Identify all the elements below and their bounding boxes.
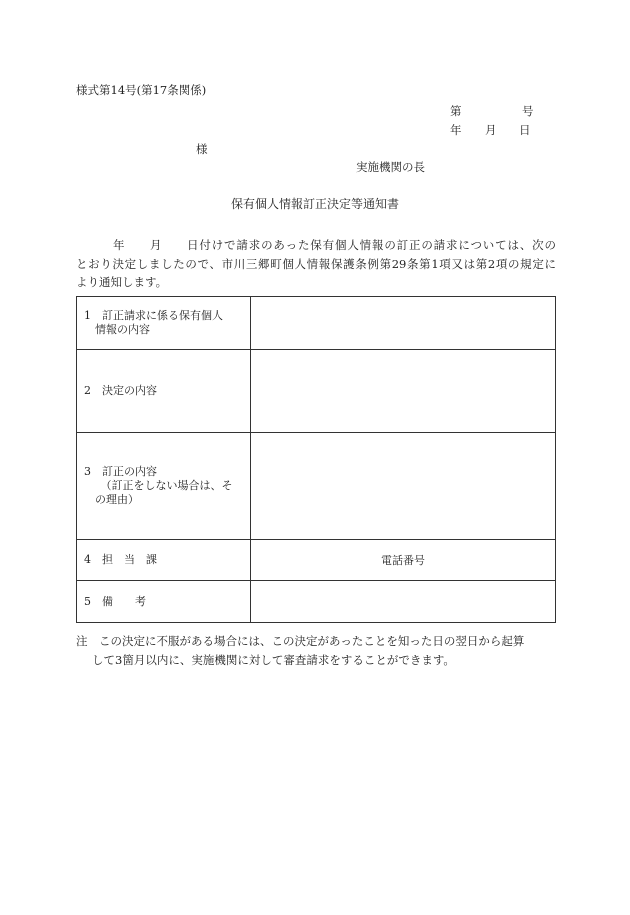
table-row — [77, 540, 556, 581]
decision-content-field[interactable] — [251, 350, 556, 433]
date-month: 月 — [485, 123, 497, 137]
row-label: 4 担 当 課 — [84, 553, 157, 566]
body-line: より通知します。 — [76, 275, 168, 289]
document-number-prefix: 第 — [450, 104, 462, 118]
footnote — [76, 632, 556, 670]
body-paragraph — [76, 236, 556, 292]
row-label: の理由） — [84, 493, 139, 506]
table-row — [77, 581, 556, 623]
correction-subject-field[interactable] — [251, 297, 556, 350]
date-day: 日 — [519, 123, 531, 137]
document-number-suffix: 号 — [522, 104, 534, 118]
table-row — [77, 297, 556, 350]
table-label-cell — [77, 433, 251, 540]
department-phone-field[interactable] — [251, 540, 556, 581]
table-row — [77, 433, 556, 540]
body-line: 年 月 日付けで請求のあった保有個人情報の訂正の請求については、次の — [76, 238, 556, 252]
sender: 実施機関の長 — [356, 160, 425, 174]
table-row — [77, 350, 556, 433]
body-line: とおり決定しましたので、市川三郷町個人情報保護条例第29条第1項又は第2項の規定に — [76, 256, 556, 271]
footnote-line: 注 この決定に不服がある場合には、この決定があったことを知った日の翌日から起算 — [76, 634, 525, 648]
form-number: 様式第14号(第17条関係) — [76, 83, 207, 97]
row-label: 3 訂正の内容 — [84, 465, 157, 478]
footnote-line: して3箇月以内に、実施機関に対して審査請求をすることができます。 — [92, 653, 455, 667]
phone-number-label: 電話番号 — [381, 554, 425, 567]
row-label: （訂正をしない場合は、そ — [84, 479, 233, 492]
row-label: 情報の内容 — [84, 323, 150, 336]
table-label-cell — [77, 581, 251, 623]
row-label: 5 備 考 — [84, 594, 146, 608]
details-table — [76, 296, 556, 623]
document-title: 保有個人情報訂正決定等通知書 — [230, 197, 399, 211]
table-label-cell — [77, 350, 251, 433]
addressee: 様 — [196, 142, 208, 156]
table-label-cell — [77, 297, 251, 350]
correction-content-field[interactable] — [251, 433, 556, 540]
date-year: 年 — [450, 123, 462, 137]
row-label: 2 決定の内容 — [84, 384, 157, 397]
row-label: 1 訂正請求に係る保有個人 — [84, 309, 223, 322]
table-label-cell — [77, 540, 251, 581]
remarks-field[interactable] — [251, 581, 556, 623]
